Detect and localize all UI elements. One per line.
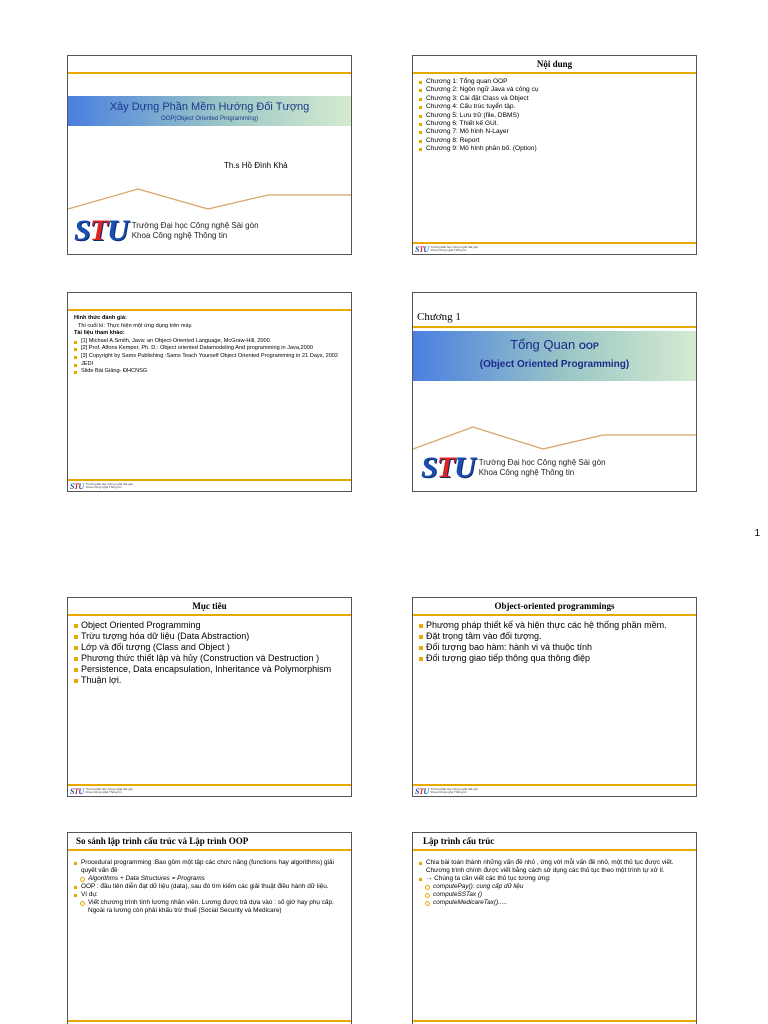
stu-logo-mark: STU (421, 451, 475, 484)
slide-title (67, 55, 352, 255)
list-item: Chia bài toán thành những vấn đề nhỏ , ứng với mỗi vấn đề nhỏ, một thủ tục được viết. Chương trình chính được viết bằng cách sử dụng các thủ tục theo một trình tự xử lí. (419, 859, 690, 875)
slide-title-text: Nội dung (536, 59, 573, 69)
stu-logo-mark: STU (74, 214, 128, 247)
list-item: Chương 8: Report (419, 137, 690, 145)
faculty-name: Khoa Công nghệ Thông tin (478, 468, 575, 477)
slide-body (419, 78, 690, 154)
assessment-heading: Hình thức đánh giá: (74, 315, 127, 321)
assessment-text: Thi cuối kì: Thực hiện một ứng dụng trên máy. (78, 322, 193, 329)
slide-top-rule (413, 72, 696, 74)
list-item: OOP : đầu tiên diễn đạt dữ liệu (data), sau đó tìm kiếm các giải thuật điều hành dữ liệu. (74, 883, 345, 891)
slide-body (74, 620, 345, 686)
list-item: Trừu tượng hóa dữ liệu (Data Abstraction) (74, 631, 345, 642)
list-item: Chương 7: Mô hình N-Layer (419, 128, 690, 136)
list-subitem: computeSSTax () (419, 891, 690, 899)
stu-mini-logo: STU Trường Đại học Công nghệ Sài gòn Khoa Công nghệ Thông tin (415, 244, 479, 254)
slide-top-rule (68, 849, 351, 851)
list-subitem: computeMedicareTax()..... (419, 899, 690, 907)
references-heading: Tài liệu tham khảo: (74, 330, 125, 337)
slide-body (74, 315, 345, 376)
stu-mini-logo: STU Trường Đại học Công nghệ Sài gòn Khoa Công nghệ Thông tin (415, 786, 479, 796)
list-item: Chương 5: Lưu trữ (file, DBMS) (419, 112, 690, 120)
slide-title-text: Lập trình cấu trúc (423, 836, 495, 846)
faculty-name: Khoa Công nghệ Thông tin (131, 231, 228, 240)
list-item: Procedural programming :Bao gồm một tập các chức năng (functions hay algorithms) giải quyết vấn đề (74, 859, 345, 875)
list-item: Đối tượng bao hàm: hành vi và thuộc tính (419, 642, 690, 653)
slide-body (74, 859, 345, 915)
author-name: Th.s Hồ Đình Khả (224, 161, 288, 170)
slide-body (419, 620, 690, 664)
stu-mini-logo: STU Trường Đại học Công nghệ Sài gòn Khoa Công nghệ Thông tin (70, 481, 134, 491)
slide-contents (412, 55, 697, 255)
list-subitem: Algorithms + Data Structures = Programs (74, 875, 345, 883)
list-item: Persistence, Data encapsulation, Inheritance và Polymorphism (74, 664, 345, 675)
page-number: 1 (754, 528, 760, 539)
list-subitem: Viết chương trình tính lương nhân viên. Lương được trả dựa vào : số giờ hay phụ cấp. Ngoài ra lương còn phải khấu trừ thuế (Social Security và Medicare) (74, 899, 345, 915)
slide-title-text: So sánh lập trình cấu trúc và Lập trình OOP (76, 836, 249, 846)
chapter-title: Tổng Quan OOP (510, 337, 599, 352)
list-item: Lớp và đối tượng (Class and Object ) (74, 642, 345, 653)
slide-bottom-rule (413, 1020, 696, 1022)
reference-item: Slide Bài Giảng- ĐHCNSG (74, 368, 345, 376)
list-item: Thuận lợi. (74, 675, 345, 686)
reference-item: [2] Prof. Alfons Kemper, Ph. D.: Object oriented Datamodeling And programming in Java,2000 (74, 345, 345, 353)
list-item: → Chúng ta cần viết các thủ tục tương ứng: (419, 875, 690, 883)
reference-item: JEDI (74, 361, 345, 369)
slide-bottom-rule (68, 1020, 351, 1022)
list-item: Chương 2: Ngôn ngữ Java và công cụ (419, 86, 690, 94)
list-item: Phương thức thiết lập và hủy (Construction và Destruction ) (74, 653, 345, 664)
slide-top-rule (68, 614, 351, 616)
slide-top-rule (413, 326, 696, 328)
course-title: Xây Dựng Phần Mềm Hướng Đối Tượng (109, 101, 310, 113)
slide-oop (412, 597, 697, 797)
slide-comparison (67, 832, 352, 1024)
roof-graphic (413, 421, 697, 451)
school-name: Trường Đại học Công nghệ Sài gòn (478, 458, 606, 467)
slide-top-rule (68, 309, 351, 311)
chapter-subtitle: (Object Oriented Programming) (479, 359, 630, 370)
slide-assessment (67, 292, 352, 492)
list-item: Chương 1: Tổng quan OOP (419, 78, 690, 86)
list-item: Chương 4: Cấu trúc tuyển tập. (419, 103, 690, 111)
reference-item: [1] Michael A.Smith, Java: an Object-Oriented Language, McGraw-Hill, 2000. (74, 338, 345, 346)
course-subtitle: OOP(Object Oriented Programming) (160, 116, 259, 122)
list-item: Chương 9: Mô hình phân bố. (Option) (419, 145, 690, 153)
stu-logo (421, 451, 606, 485)
slide-title-text: Object-oriented programmings (494, 601, 615, 611)
slide-title-text: Mục tiêu (192, 601, 227, 611)
slide-body (419, 859, 690, 907)
list-item: Chương 3: Cài đặt Class và Object (419, 95, 690, 103)
school-name: Trường Đại học Công nghệ Sài gòn (131, 221, 259, 230)
list-item: Phương pháp thiết kế và hiện thực các hệ thống phần mềm. (419, 620, 690, 631)
list-item: Đối tượng giao tiếp thông qua thông điệp (419, 653, 690, 664)
slide-top-rule (413, 849, 696, 851)
list-item: Object Oriented Programming (74, 620, 345, 631)
reference-item: [3] Copyright by Sams Publishing :Sams Teach Yourself Object Oriented Programming in 21 Days, 2002 (74, 353, 345, 361)
slide-structured (412, 832, 697, 1024)
roof-graphic (68, 181, 352, 211)
slide-top-rule (413, 614, 696, 616)
list-subitem: computePay(): cung cấp dữ liệu (419, 883, 690, 891)
stu-mini-logo: STU Trường Đại học Công nghệ Sài gòn Khoa Công nghệ Thông tin (70, 786, 134, 796)
list-item: Đặt trọng tâm vào đối tượng. (419, 631, 690, 642)
list-item: Chương 6: Thiết kế GUI. (419, 120, 690, 128)
slide-objectives (67, 597, 352, 797)
chapter-label: Chương 1 (417, 311, 461, 323)
stu-logo (74, 214, 259, 248)
slide-top-rule (68, 72, 351, 74)
list-item: Ví dụ: (74, 891, 345, 899)
slide-chapter1 (412, 292, 697, 492)
